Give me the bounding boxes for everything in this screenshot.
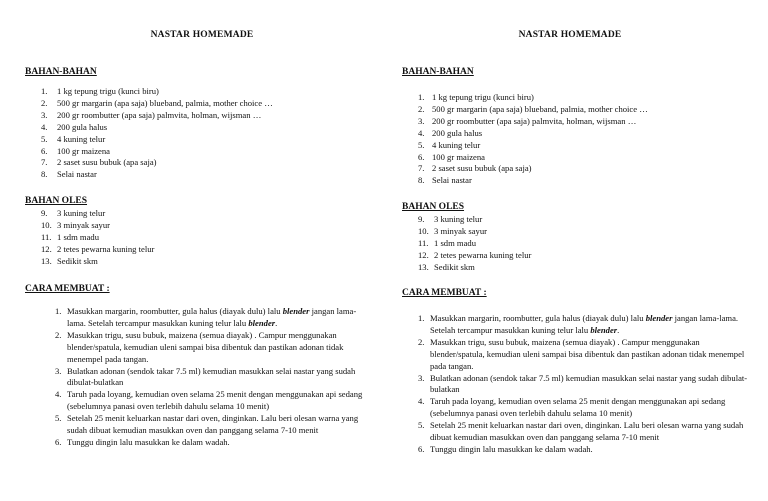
ingredients-item — [41, 122, 273, 134]
item-number: 12. — [418, 249, 429, 260]
item-number: 9. — [41, 208, 48, 218]
method-step — [418, 396, 748, 420]
item-number: 1. — [418, 92, 425, 102]
step-text-part: Masukkan margarin, roombutter, gula halus (diayak dulu) lalu — [67, 306, 283, 316]
item-text: 3 minyak sayur — [434, 225, 487, 236]
step-text — [430, 337, 748, 373]
step-text-part: Bulatkan adonan (sendok takar 7.5 ml) kemudian masukkan selai nastar yang sudah dibulat-bulatkan — [67, 365, 356, 388]
item-number: 2. — [418, 103, 425, 114]
step-text-part: jangan lama-lama. Setelah tercampur masukkan kuning telur lalu — [67, 306, 357, 328]
emphasis-text: blender — [590, 324, 618, 335]
method-step — [55, 330, 373, 366]
step-number: 2. — [418, 336, 425, 347]
step-number: 2. — [55, 329, 62, 340]
step-number: 4. — [418, 396, 425, 407]
item-text: 2 tetes pewarna kuning telur — [434, 249, 532, 260]
step-text — [430, 396, 748, 420]
item-text: 3 kuning telur — [57, 208, 106, 218]
glaze-item — [41, 244, 154, 256]
glaze-item — [418, 262, 531, 274]
glaze-list — [418, 214, 531, 274]
step-number: 4. — [55, 389, 62, 400]
glaze-heading: BAHAN OLES — [402, 202, 465, 212]
step-text-part: . — [617, 324, 620, 335]
step-number: 1. — [55, 306, 62, 316]
step-text-part: Taruh pada loyang, kemudian oven selama 25 menit dengan menggunakan api sedang (sebelumnya panasi oven terlebih dahulu selama 10 menit) — [67, 389, 363, 412]
item-text: 200 gr roombutter (apa saja) palmvita, holman, wijsman … — [432, 115, 637, 126]
ingredients-item — [41, 169, 273, 181]
item-text: 1 sdm madu — [57, 231, 100, 242]
item-number: 12. — [41, 243, 52, 254]
item-text: 2 saset susu bubuk (apa saja) — [432, 163, 532, 174]
ingredients-heading: BAHAN-BAHAN — [402, 67, 474, 77]
method-step — [55, 389, 373, 413]
item-number: 13. — [418, 261, 429, 272]
glaze-item — [41, 208, 154, 220]
page-title: NASTAR HOMEMADE — [518, 30, 622, 40]
item-number: 4. — [418, 127, 425, 138]
ingredients-item — [41, 86, 273, 98]
ingredients-item — [41, 146, 273, 158]
method-step — [418, 337, 748, 373]
item-text: 3 minyak sayur — [57, 219, 110, 230]
item-number: 4. — [41, 121, 48, 132]
method-heading: CARA MEMBUAT : — [402, 288, 487, 298]
glaze-item — [41, 256, 154, 268]
glaze-item — [418, 226, 531, 238]
step-text-part: Taruh pada loyang, kemudian oven selama 25 menit dengan menggunakan api sedang (sebelumnya panasi oven terlebih dahulu selama 10 menit) — [430, 396, 726, 419]
item-number: 9. — [418, 214, 425, 224]
item-text: Selai nastar — [432, 175, 472, 186]
ingredients-item — [418, 140, 648, 152]
item-number: 11. — [418, 237, 429, 248]
item-text: 1 sdm madu — [434, 237, 477, 248]
ingredients-item — [418, 92, 648, 104]
item-text: Sedikit skm — [434, 261, 475, 272]
item-text: 200 gula halus — [57, 121, 108, 132]
method-steps — [55, 306, 373, 449]
step-text — [430, 373, 748, 397]
item-number: 11. — [41, 231, 52, 242]
method-step — [418, 444, 748, 456]
step-number: 3. — [418, 372, 425, 383]
ingredients-item — [418, 116, 648, 128]
ingredients-item — [41, 110, 273, 122]
item-number: 5. — [418, 139, 425, 150]
item-number: 1. — [41, 86, 48, 96]
ingredients-list — [418, 92, 648, 187]
step-text — [430, 420, 748, 444]
item-number: 3. — [41, 109, 48, 120]
item-number: 10. — [41, 219, 52, 230]
item-text: 200 gula halus — [432, 127, 483, 138]
method-step — [55, 366, 373, 390]
item-text: 100 gr maizena — [57, 145, 110, 156]
ingredients-item — [41, 134, 273, 146]
ingredients-item — [418, 128, 648, 140]
ingredients-item — [418, 152, 648, 164]
ingredients-item — [41, 157, 273, 169]
item-number: 5. — [41, 133, 48, 144]
step-text — [67, 330, 373, 366]
item-number: 10. — [418, 225, 429, 236]
step-text — [430, 313, 748, 337]
item-text: 2 saset susu bubuk (apa saja) — [57, 157, 157, 168]
step-text — [67, 413, 373, 437]
method-step — [55, 437, 373, 449]
item-text: 200 gr roombutter (apa saja) palmvita, holman, wijsman … — [57, 109, 262, 120]
right-page — [384, 0, 768, 501]
step-text — [67, 366, 373, 390]
item-text: 100 gr maizena — [432, 151, 485, 162]
item-text: Sedikit skm — [57, 255, 98, 266]
step-text — [67, 437, 373, 449]
item-number: 6. — [41, 145, 48, 156]
glaze-item — [41, 220, 154, 232]
item-text: 3 kuning telur — [434, 214, 483, 224]
step-text-part: Setelah 25 menit keluarkan nastar dari oven, dinginkan. Lalu beri olesan warna yang sudah dibuat kemudian masukkan oven dan panggang selama 7-10 menit — [67, 413, 359, 436]
glaze-list — [41, 208, 154, 268]
method-step — [418, 373, 748, 397]
step-text-part: jangan lama-lama. Setelah tercampur masukkan kuning telur lalu — [430, 313, 739, 335]
item-text: 500 gr margarin (apa saja) blueband, palmia, mother choice … — [57, 97, 273, 108]
step-number: 6. — [418, 443, 425, 454]
page-title: NASTAR HOMEMADE — [150, 30, 254, 40]
step-text-part: Setelah 25 menit keluarkan nastar dari oven, dinginkan. Lalu beri olesan warna yang sudah dibuat kemudian masukkan oven dan panggang selama 7-10 menit — [430, 420, 744, 443]
glaze-item — [41, 232, 154, 244]
item-text: 500 gr margarin (apa saja) blueband, palmia, mother choice … — [432, 103, 648, 114]
method-step — [55, 306, 373, 330]
item-number: 13. — [41, 255, 52, 266]
step-number: 3. — [55, 365, 62, 376]
step-text-part: . — [275, 317, 278, 328]
glaze-item — [418, 214, 531, 226]
item-number: 3. — [418, 115, 425, 126]
step-text-part: Masukkan trigu, susu bubuk, maizena (semua diayak) . Campur menggunakan blender/spatula, kemudian uleni sampai bisa dibentuk dan pastikan adonan tidak menempel pada tangan. — [67, 329, 344, 364]
step-number: 6. — [55, 436, 62, 447]
ingredients-item — [41, 98, 273, 110]
step-text-part: Tunggu dingin lalu masukkan ke dalam wadah. — [67, 436, 230, 447]
step-number: 5. — [55, 413, 62, 424]
step-text-part: Tunggu dingin lalu masukkan ke dalam wadah. — [430, 443, 593, 454]
step-text-part: Bulatkan adonan (sendok takar 7.5 ml) kemudian masukkan selai nastar yang sudah dibulat-bulatkan — [430, 372, 748, 395]
method-step — [418, 313, 748, 337]
step-text — [430, 444, 748, 456]
item-number: 8. — [418, 175, 425, 186]
glaze-heading: BAHAN OLES — [25, 196, 88, 206]
step-text-part: Masukkan margarin, roombutter, gula halus (diayak dulu) lalu — [430, 313, 646, 323]
item-text: 1 kg tepung trigu (kunci biru) — [57, 86, 159, 96]
method-heading: CARA MEMBUAT : — [25, 284, 110, 294]
item-number: 8. — [41, 169, 48, 180]
ingredients-item — [418, 175, 648, 187]
item-text: 2 tetes pewarna kuning telur — [57, 243, 155, 254]
emphasis-text: blender — [282, 306, 310, 316]
step-text — [67, 306, 373, 330]
item-text: 4 kuning telur — [57, 133, 106, 144]
step-number: 1. — [418, 313, 425, 323]
method-step — [55, 413, 373, 437]
item-number: 6. — [418, 151, 425, 162]
method-step — [418, 420, 748, 444]
method-steps — [418, 313, 748, 456]
ingredients-heading: BAHAN-BAHAN — [25, 67, 97, 77]
ingredients-list — [41, 86, 273, 181]
ingredients-item — [418, 104, 648, 116]
emphasis-text: blender — [248, 317, 276, 328]
glaze-item — [418, 250, 531, 262]
emphasis-text: blender — [645, 313, 673, 323]
ingredients-item — [418, 163, 648, 175]
item-text: 4 kuning telur — [432, 139, 481, 150]
step-text-part: Masukkan trigu, susu bubuk, maizena (semua diayak) . Campur menggunakan blender/spatula, kemudian uleni sampai bisa dibentuk dan pastikan adonan tidak menempel pada tangan. — [430, 336, 745, 371]
step-number: 5. — [418, 420, 425, 431]
item-number: 2. — [41, 97, 48, 108]
item-text: 1 kg tepung trigu (kunci biru) — [432, 92, 534, 102]
glaze-item — [418, 238, 531, 250]
step-text — [67, 389, 373, 413]
item-text: Selai nastar — [57, 169, 97, 180]
item-number: 7. — [418, 163, 425, 174]
item-number: 7. — [41, 157, 48, 168]
